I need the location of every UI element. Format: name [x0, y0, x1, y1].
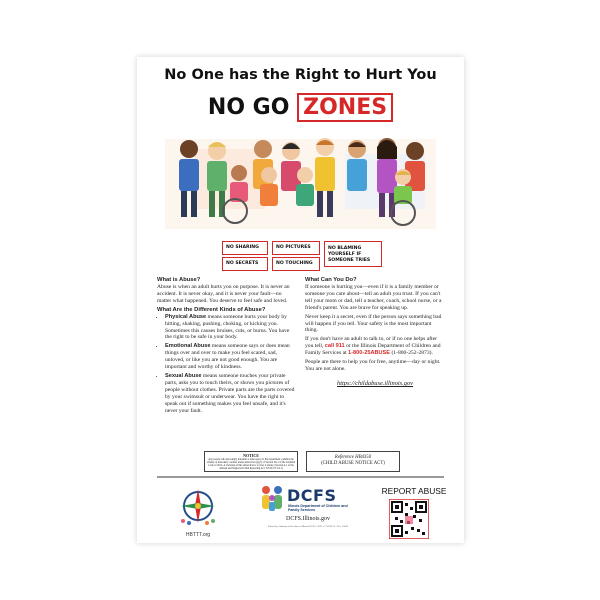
what-is-abuse-heading: What is Abuse? [157, 277, 201, 283]
notice-text: Any person who knowingly transmits a false report to the department commits the offense of disorderly conduct under subsection (a)(7) of Section 26-1 of the Criminal Code of 2012. A violation of this subsection is a Class 4 felony. (Section 4.1 of the Abused and Neglected Child Reporting Act; 325 ILCS 5/4.1) [206, 458, 296, 470]
compass-logo [171, 481, 225, 531]
rule-pill: NO TOUCHING [272, 257, 320, 271]
hbttt-logo-text: HBTTT.org [185, 532, 211, 538]
footer-divider [157, 476, 444, 478]
advice-paragraph: If someone is hurting you—even if it is a family member or someone you care about—tell an adult you trust. If you can't tell your mom or dad, tell a teacher, coach, school nurse, or a friend's parent. You are brave for speaking up. [305, 284, 442, 311]
poster-headline: No One has the Right to Hurt You [164, 67, 437, 83]
kind-text: means someone hurts your body by hitting, shaking, pushing, choking, or kicking you. Sometimes this causes bruises, cuts, or burns. You have the right to be safe in your body. [165, 313, 290, 341]
kind-text: means someone touches your private parts, asks you to touch theirs, or shows you pictures of people without clothes. Private parts are the parts covered by your swimsuit or underwear. You have the right to speak out if something makes you feel unsafe, and it's never your fault. [165, 372, 295, 414]
poster [137, 57, 464, 543]
list-item [165, 314, 295, 342]
list-item [165, 343, 295, 371]
call-911-text: call 911 [324, 343, 345, 350]
rule-pill: NO PICTURES [272, 241, 320, 255]
advice-paragraph: Never keep it a secret, even if the person says something bad will happen if you tell. Your safety is the most important thing. [305, 313, 442, 334]
notice-title: NOTICE [243, 453, 259, 458]
reference-line: Reference HB4350 [334, 455, 372, 460]
poster-title [137, 93, 464, 122]
title-main: NO GO [207, 95, 290, 120]
children-illustration [165, 129, 436, 229]
qr-code-icon[interactable] [389, 499, 429, 539]
advice-paragraph: People are there to help you for free, anytime—day or night. You are not alone. [305, 359, 441, 372]
advice-text: If you don't have an adult to talk to, or if no one helps after you tell, [305, 336, 437, 350]
dcfs-figures-icon [260, 484, 286, 512]
hotline-number: 1-800-25ABUSE [348, 350, 391, 357]
dcfs-wordmark: DCFS [287, 486, 337, 505]
what-is-abuse-text: Abuse is when an adult hurts you on purpose. It is never an accident. It is never okay, and it is never your fault—no matter what happened. You deserve to feel safe and loved. [157, 284, 290, 304]
advice-text: or the Illinois Department of Children and Family Services at [305, 343, 441, 357]
list-item [165, 373, 295, 414]
left-column [157, 277, 295, 416]
reference-box [306, 451, 400, 472]
rule-pill: NO SHARING [222, 241, 268, 255]
report-abuse-label: REPORT ABUSE [381, 486, 447, 496]
kind-term: Physical Abuse [165, 313, 207, 320]
kinds-heading: What Are the Different Kinds of Abuse? [157, 306, 266, 313]
notice-box [204, 451, 298, 472]
kind-term: Sexual Abuse [165, 372, 202, 379]
kind-term: Emotional Abuse [165, 343, 211, 350]
what-can-you-do-heading: What Can You Do? [305, 277, 357, 283]
childabuse-link[interactable]: https://childabuse.illinois.gov [337, 379, 413, 387]
advice-paragraph [305, 336, 445, 357]
reference-act: (CHILD ABUSE NOTICE ACT) [321, 461, 385, 466]
right-column [305, 277, 445, 388]
dcfs-url[interactable]: DCFS.Illinois.gov [285, 516, 330, 522]
advice-text: (1-800-252-2873). [391, 350, 433, 357]
dcfs-subtitle: Illinois Department of Children and Family Services [288, 504, 348, 512]
rule-pill: NO SECRETS [222, 257, 268, 271]
rule-pill: NO BLAMING YOURSELF IF SOMEONE TRIES [324, 241, 382, 267]
title-highlight: ZONES [297, 93, 393, 122]
kind-text: means someone says or does mean things over and over to make you feel scared, sad, unloved, or like you are not good enough. You are important and worthy of kindness. [165, 343, 290, 371]
kinds-list [157, 314, 295, 415]
dcfs-logo [260, 484, 356, 514]
dcfs-fine-print: Printed by Authority of the State of Illinois DCFS • 2025 • CANTS 22 • Rev 1/2025 [267, 525, 349, 528]
